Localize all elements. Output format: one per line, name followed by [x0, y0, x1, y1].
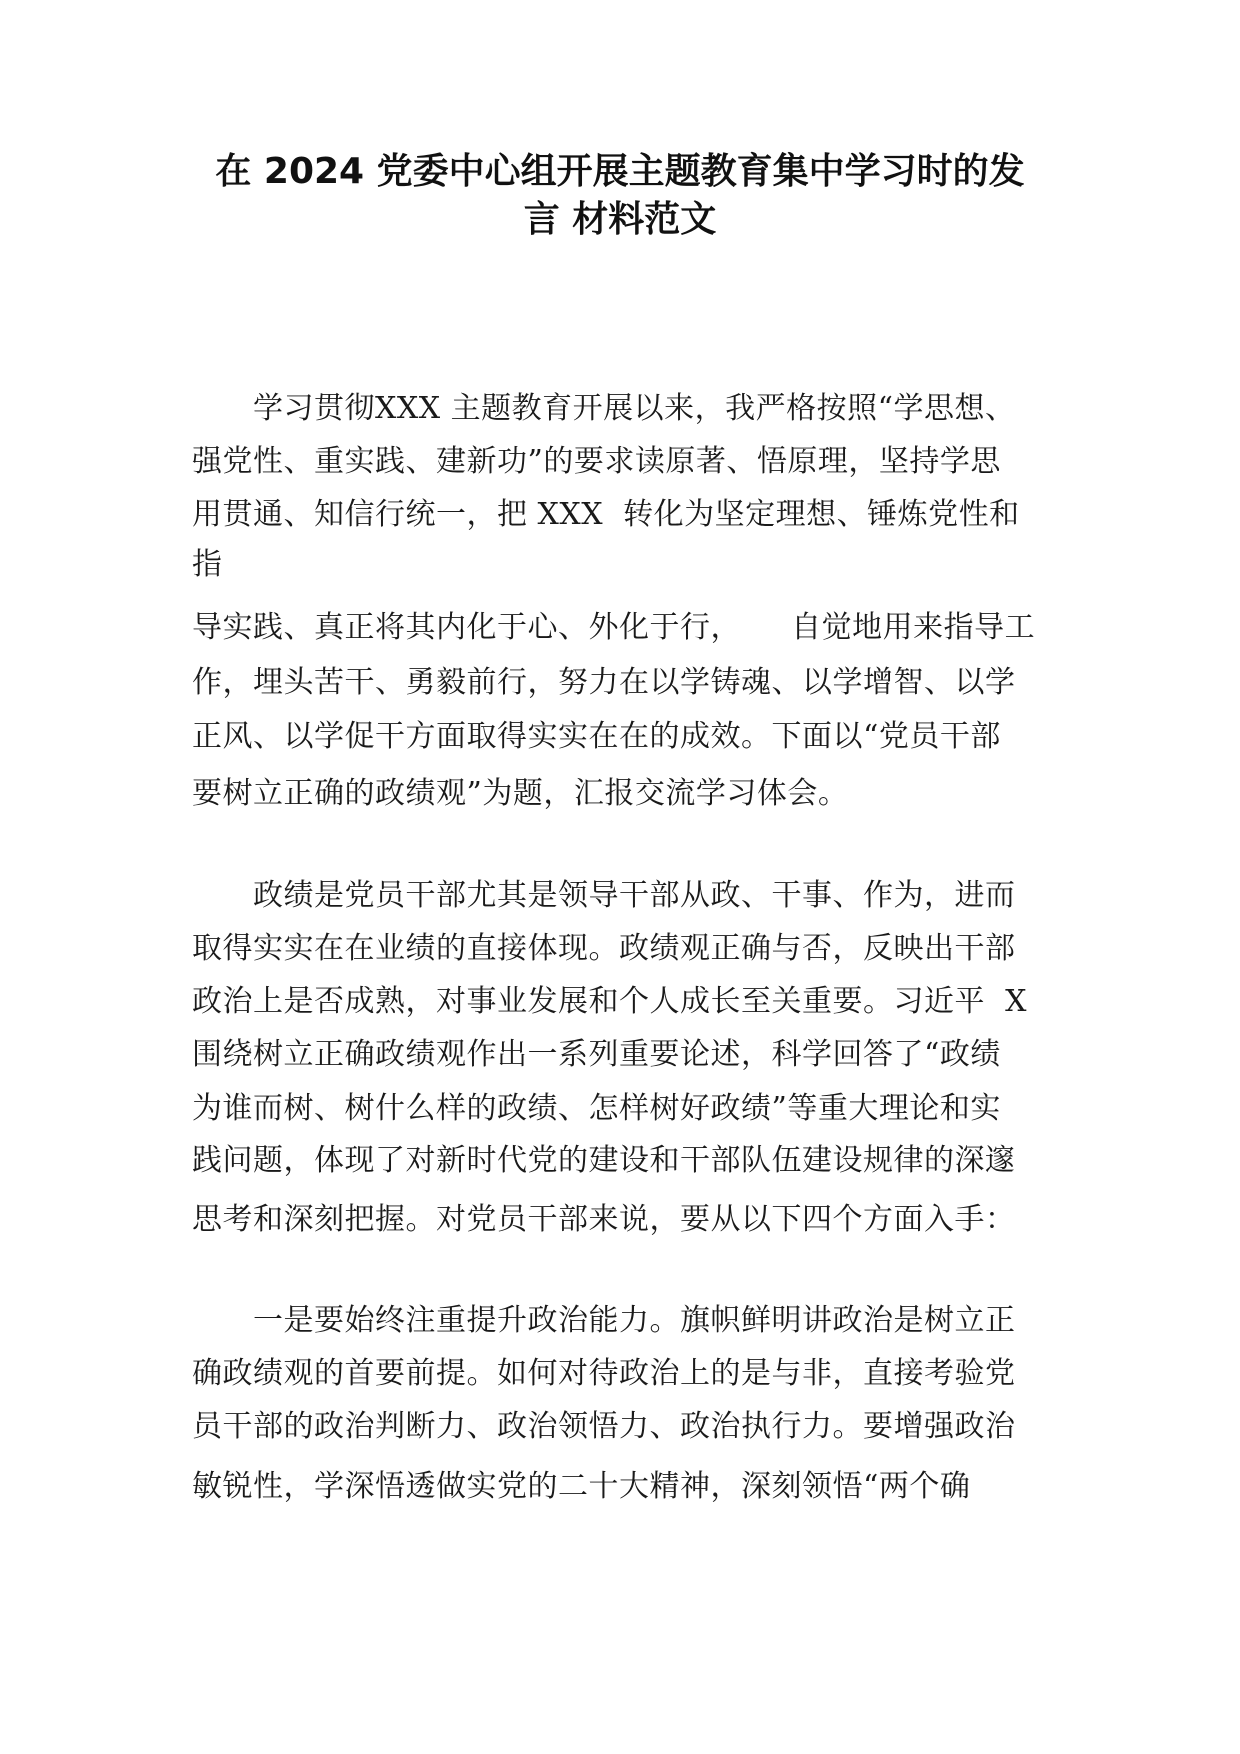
paragraph-2-line-7: 思考和深刻把握。对党员干部来说，要从以下四个方面入手： — [192, 1202, 1016, 1237]
paragraph-2-line-1: 政绩是党员干部尤其是领导干部从政、干事、作为，进而 — [253, 878, 1016, 913]
paragraph-1-line-4: 指 — [192, 547, 223, 582]
paragraph-1-line-7: 正风、以学促干方面取得实实在在的成效。下面以“党员干部 — [192, 719, 1001, 754]
paragraph-1-line-6: 作，埋头苦干、勇毅前行，努力在以学铸魂、以学增智、以学 — [192, 665, 1016, 700]
paragraph-2-line-3: 政治上是否成熟，对事业发展和个人成长至关重要。习近平 X — [192, 984, 1027, 1019]
paragraph-2-line-4: 围绕树立正确政绩观作出一系列重要论述，科学回答了“政绩 — [192, 1037, 1001, 1072]
paragraph-1-line-1: 学习贯彻XXX 主题教育开展以来，我严格按照“学思想、 — [253, 391, 1016, 426]
paragraph-3-line-4: 敏锐性，学深悟透做实党的二十大精神，深刻领悟“两个确 — [192, 1469, 971, 1504]
paragraph-1-line-5: 导实践、真正将其内化于心、外化于行， 自觉地用来指导工 — [192, 610, 1036, 645]
paragraph-3-line-2: 确政绩观的首要前提。如何对待政治上的是与非，直接考验党 — [192, 1356, 1016, 1391]
paragraph-3-line-1: 一是要始终注重提升政治能力。旗帜鲜明讲政治是树立正 — [253, 1303, 1016, 1338]
paragraph-2-line-6: 践问题，体现了对新时代党的建设和干部队伍建设规律的深邃 — [192, 1143, 1016, 1178]
document-title-line-2: 言 材料范文 — [523, 199, 717, 240]
paragraph-3-line-3: 员干部的政治判断力、政治领悟力、政治执行力。要增强政治 — [192, 1409, 1016, 1444]
paragraph-2-line-5: 为谁而树、树什么样的政绩、怎样树好政绩”等重大理论和实 — [192, 1091, 1001, 1126]
document-title-line-1: 在 2024 党委中心组开展主题教育集中学习时的发 — [215, 151, 1025, 192]
paragraph-1-line-8: 要树立正确的政绩观”为题，汇报交流学习体会。 — [192, 776, 849, 811]
paragraph-1-line-2: 强党性、重实践、建新功”的要求读原著、悟原理，坚持学思 — [192, 444, 1001, 479]
paragraph-2-line-2: 取得实实在在业绩的直接体现。政绩观正确与否，反映出干部 — [192, 931, 1016, 966]
paragraph-1-line-3: 用贯通、知信行统一，把 XXX 转化为坚定理想、锤炼党性和 — [192, 497, 1020, 532]
